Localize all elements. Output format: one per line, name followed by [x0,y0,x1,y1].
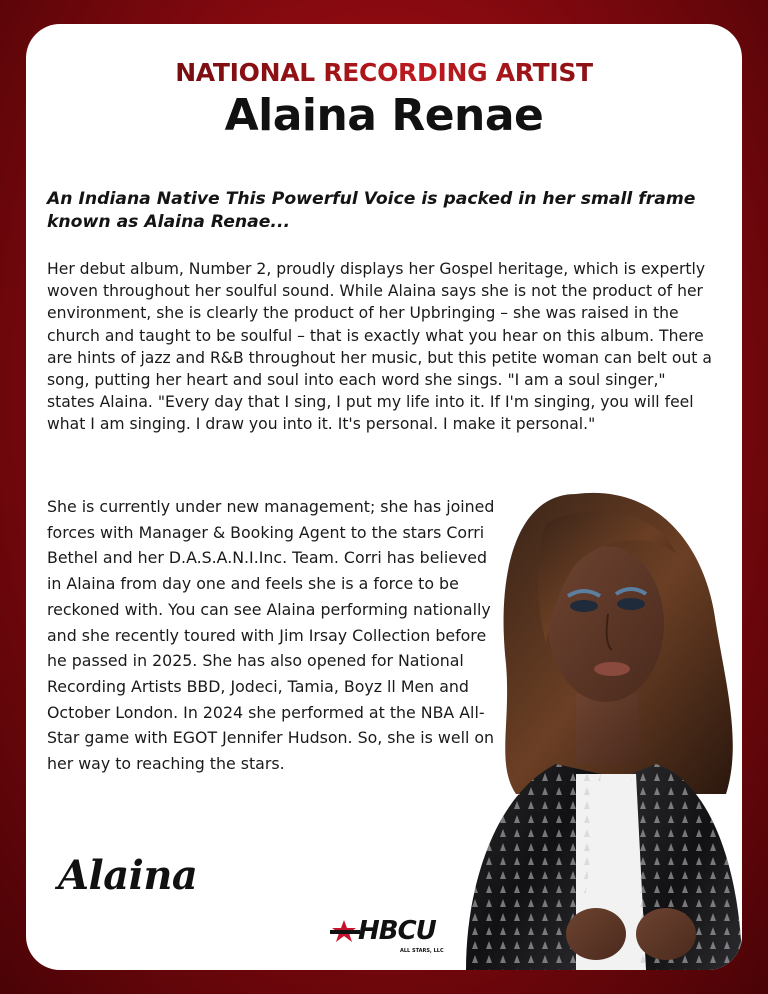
bio-card [26,24,742,970]
bio-paragraph-2: She is currently under new management; she has joined forces with Manager & Booking Agent to the stars Corri Bethel and her D.A.S.A.N.I.Inc. Team. Corri has believed in Alaina from day one and feels she is a force to be reckoned with. You can see Alaina performing nationally and she recently toured with Jim Irsay Collection before he passed in 2025. She has also opened for National Recording Artists BBD, Jodeci, Tamia, Boyz ll Men and October London. In 2024 she performed at the NBA All-Star game with EGOT Jennifer Hudson. So, she is well on her way to reaching the stars. [47,497,495,774]
eyebrow-title: NATIONAL RECORDING ARTIST [26,58,742,87]
bio-paragraph-1: Her debut album, Number 2, proudly displays her Gospel heritage, which is expertly woven throughout her soulful sound. While Alaina says she is not the product of her environment, she is clearly the product of her Upbringing – she was raised in the church and taught to be soulful – that is exactly what you hear on this album. There are hints of jazz and R&B throughout her music, but this petite woman can belt out a song, putting her heart and soul into each word she sings. "I am a soul singer," states Alaina. "Every day that I sing, I put my life into it. If I'm singing, you will feel what I am singing. I draw you into it. It's personal. I make it personal." [47,260,712,434]
artist-photo [426,464,742,970]
hbcu-all-stars-logo [330,916,444,960]
logo-tagline: ALL STARS, LLC [400,948,444,954]
signature: Alaina [58,852,198,899]
logo-wordmark: HBCU [358,916,436,946]
artist-name: Alaina Renae [224,90,544,141]
bio-lead: An Indiana Native This Powerful Voice is packed in her small frame known as Alaina Renae... [47,189,696,232]
